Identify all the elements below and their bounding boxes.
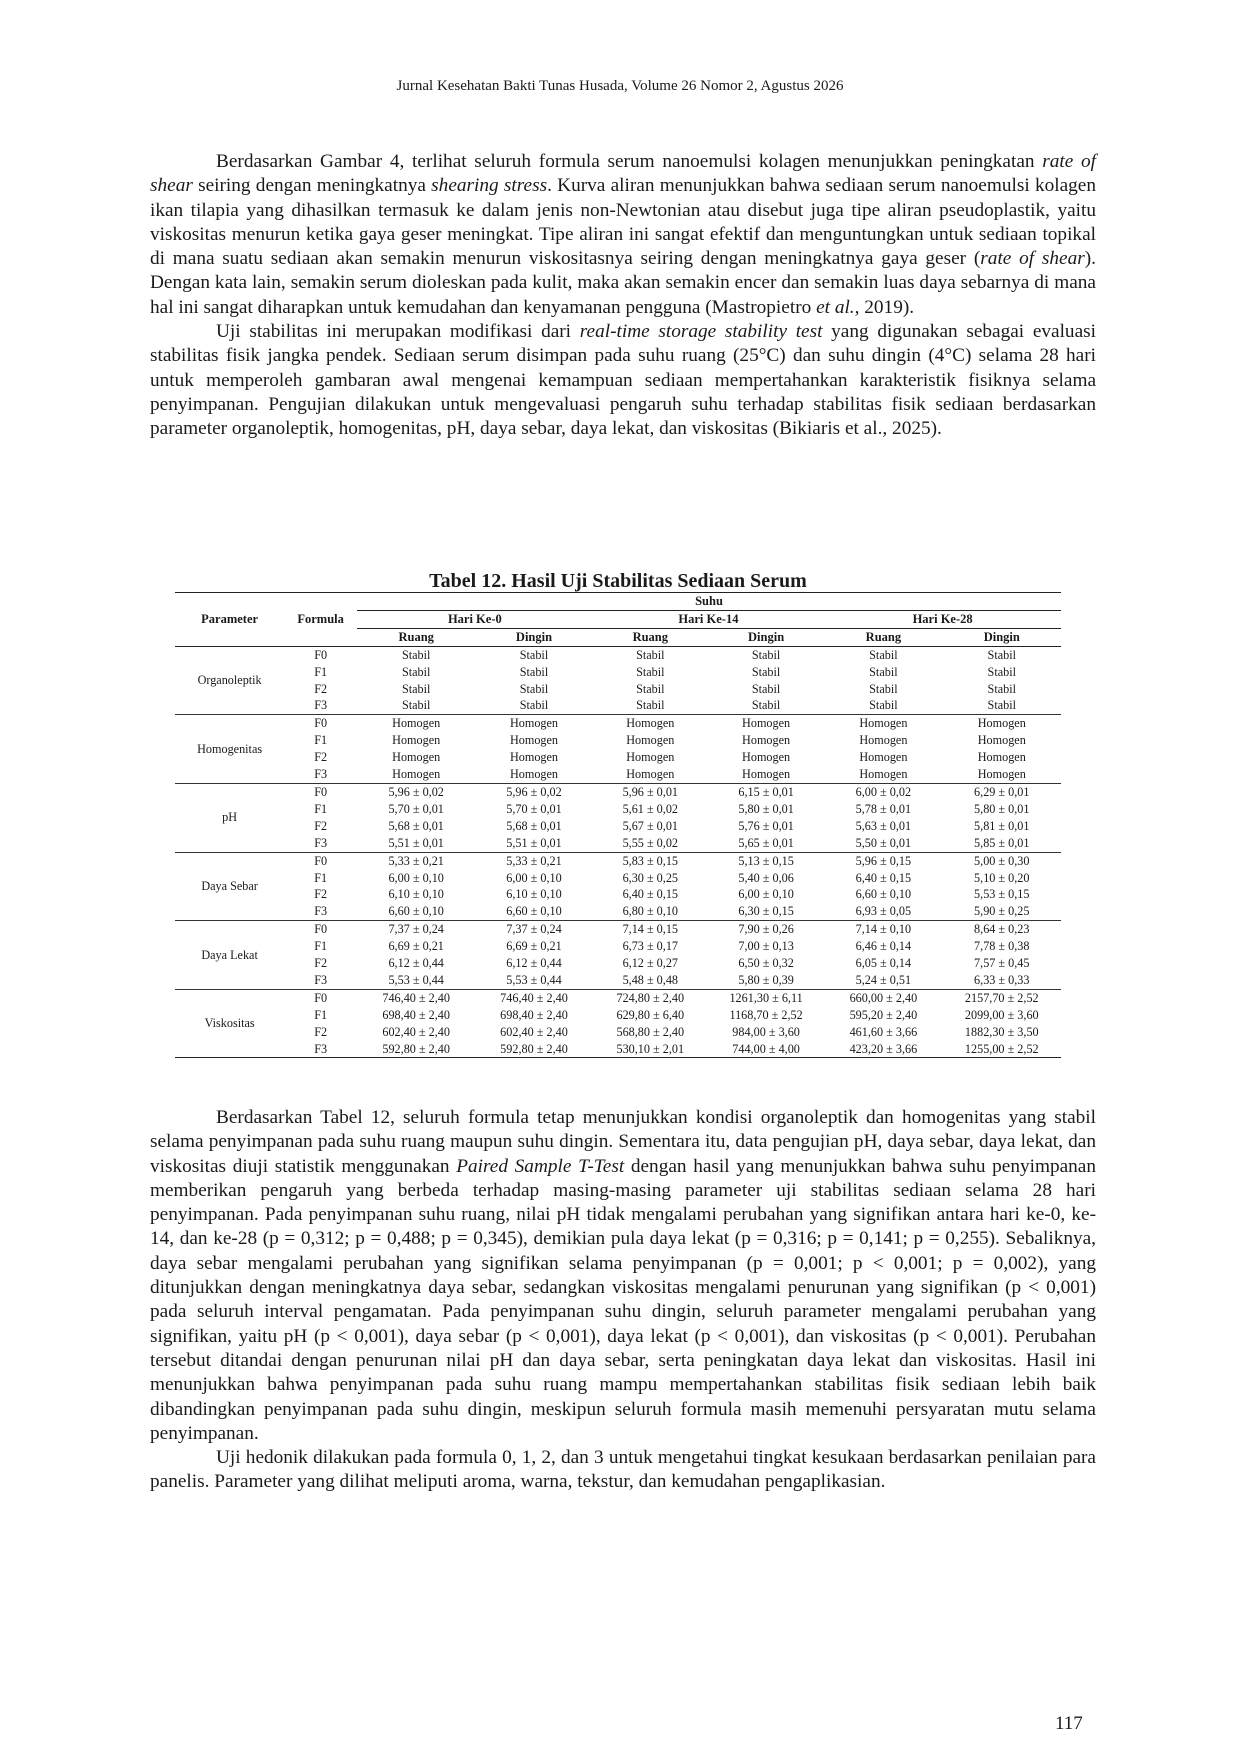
table-row <box>175 886 1061 903</box>
value-cell: Homogen <box>509 750 559 765</box>
value-cell: Homogen <box>824 766 942 783</box>
value-cell: 568,80 ± 2,40 <box>616 1024 685 1039</box>
value-cell: 6,30 ± 0,15 <box>708 903 824 920</box>
parameter-label: pH <box>175 783 284 852</box>
value-cell: Stabil <box>475 697 592 714</box>
formula-cell: F2 <box>314 818 328 833</box>
formula-cell: F3 <box>284 697 357 714</box>
value-cell: 7,14 ± 0,15 <box>622 922 679 937</box>
value-cell: 698,40 ± 2,40 <box>382 1007 450 1022</box>
value-cell: Stabil <box>869 647 898 662</box>
col-day: Hari Ke-0 <box>357 610 593 628</box>
table-row <box>175 1007 1061 1024</box>
table-row <box>175 749 1061 766</box>
value-cell: 5,53 ± 0,44 <box>475 972 592 989</box>
stability-table-block <box>175 569 1061 1058</box>
value-cell: 6,30 ± 0,25 <box>622 870 679 885</box>
value-cell: 6,46 ± 0,14 <box>855 939 912 954</box>
value-cell: Stabil <box>943 697 1061 714</box>
table-row <box>175 681 1061 698</box>
value-cell: Homogen <box>708 766 824 783</box>
value-cell: 8,64 ± 0,23 <box>974 922 1030 937</box>
value-cell: 5,80 ± 0,39 <box>708 972 824 989</box>
value-cell: Stabil <box>636 681 665 696</box>
value-cell: 6,73 ± 0,17 <box>622 939 679 954</box>
value-cell: Stabil <box>751 647 781 662</box>
value-cell: 5,67 ± 0,01 <box>622 818 679 833</box>
value-cell: 6,10 ± 0,10 <box>388 887 444 902</box>
value-cell: 5,70 ± 0,01 <box>388 801 444 816</box>
value-cell: Stabil <box>751 664 781 679</box>
table-row <box>175 852 1061 869</box>
value-cell: 5,53 ± 0,15 <box>974 887 1030 902</box>
value-cell: Homogen <box>475 766 592 783</box>
value-cell: Homogen <box>859 733 908 748</box>
value-cell: 6,50 ± 0,32 <box>738 956 794 971</box>
formula-cell: F2 <box>314 1024 328 1039</box>
value-cell: 7,00 ± 0,13 <box>738 939 794 954</box>
value-cell: Homogen <box>742 733 791 748</box>
value-cell: Homogen <box>859 716 908 731</box>
value-cell: 5,90 ± 0,25 <box>943 903 1061 920</box>
table-body <box>175 646 1061 1058</box>
value-cell: Stabil <box>401 681 431 696</box>
value-cell: 5,68 ± 0,01 <box>506 818 562 833</box>
table-row <box>175 903 1061 920</box>
value-cell: Stabil <box>401 664 431 679</box>
value-cell: 6,00 ± 0,02 <box>855 784 912 799</box>
value-cell: 5,83 ± 0,15 <box>622 853 679 868</box>
value-cell: 5,96 ± 0,02 <box>506 784 562 799</box>
table-row <box>175 664 1061 681</box>
table-row <box>175 989 1061 1006</box>
table-row <box>175 972 1061 989</box>
value-cell: 1168,70 ± 2,52 <box>729 1007 803 1022</box>
value-cell: 6,10 ± 0,10 <box>506 887 562 902</box>
value-cell: 5,61 ± 0,02 <box>622 801 679 816</box>
value-cell: 629,80 ± 6,40 <box>616 1007 685 1022</box>
value-cell: 5,24 ± 0,51 <box>824 972 942 989</box>
col-condition: Dingin <box>943 628 1061 646</box>
formula-cell: F3 <box>284 1041 357 1058</box>
value-cell: 7,90 ± 0,26 <box>738 922 794 937</box>
formula-cell: F0 <box>314 922 328 937</box>
value-cell: 698,40 ± 2,40 <box>500 1007 568 1022</box>
value-cell: 6,40 ± 0,15 <box>855 870 912 885</box>
value-cell: 6,60 ± 0,10 <box>357 903 475 920</box>
value-cell: Stabil <box>636 647 665 662</box>
value-cell: 461,60 ± 3,66 <box>849 1024 918 1039</box>
value-cell: 5,96 ± 0,02 <box>388 784 444 799</box>
value-cell: 5,76 ± 0,01 <box>738 818 794 833</box>
value-cell: 660,00 ± 2,40 <box>849 990 918 1005</box>
value-cell: Homogen <box>392 716 441 731</box>
value-cell: Stabil <box>357 697 475 714</box>
value-cell: 423,20 ± 3,66 <box>824 1041 942 1058</box>
value-cell: 592,80 ± 2,40 <box>475 1041 592 1058</box>
value-cell: 5,81 ± 0,01 <box>974 818 1030 833</box>
col-condition: Ruang <box>593 628 708 646</box>
table-title: Tabel 12. Hasil Uji Stabilitas Sediaan Serum <box>429 570 807 592</box>
value-cell: 724,80 ± 2,40 <box>616 990 685 1005</box>
table-row <box>175 732 1061 749</box>
paragraph: Uji hedonik dilakukan pada formula 0, 1, 2, dan 3 untuk mengetahui tingkat kesukaan berdasarkan penilaian para panelis. Parameter yang dilihat meliputi aroma, warna, tekstur, dan kemudahan pengaplikasian. <box>150 1447 1096 1493</box>
value-cell: 1882,30 ± 3,50 <box>964 1024 1039 1039</box>
value-cell: Stabil <box>519 681 549 696</box>
value-cell: 5,51 ± 0,01 <box>357 835 475 852</box>
value-cell: 746,40 ± 2,40 <box>382 990 450 1005</box>
value-cell: 1255,00 ± 2,52 <box>943 1041 1061 1058</box>
table-row <box>175 835 1061 852</box>
parameter-label: Homogenitas <box>175 715 284 784</box>
value-cell: 6,60 ± 0,10 <box>855 887 912 902</box>
value-cell: 7,14 ± 0,10 <box>855 922 912 937</box>
parameter-label: Organoleptik <box>175 646 284 715</box>
col-condition: Ruang <box>357 628 475 646</box>
formula-cell: F0 <box>314 990 328 1005</box>
col-suhu: Suhu <box>357 593 1061 611</box>
formula-cell: F3 <box>284 835 357 852</box>
value-cell: 6,12 ± 0,44 <box>388 956 444 971</box>
value-cell: Stabil <box>987 664 1016 679</box>
value-cell: Homogen <box>943 766 1061 783</box>
value-cell: 984,00 ± 3,60 <box>732 1024 800 1039</box>
discussion-paragraphs <box>150 1106 1096 1495</box>
value-cell: 5,10 ± 0,20 <box>974 870 1030 885</box>
value-cell: 5,51 ± 0,01 <box>475 835 592 852</box>
value-cell: 2157,70 ± 2,52 <box>964 990 1039 1005</box>
value-cell: Stabil <box>751 681 781 696</box>
value-cell: 5,85 ± 0,01 <box>943 835 1061 852</box>
value-cell: 5,68 ± 0,01 <box>388 818 444 833</box>
value-cell: 6,00 ± 0,10 <box>506 870 562 885</box>
value-cell: Stabil <box>824 697 942 714</box>
parameter-label: Daya Lekat <box>175 921 284 990</box>
value-cell: Stabil <box>987 647 1016 662</box>
value-cell: 5,78 ± 0,01 <box>855 801 912 816</box>
value-cell: 7,37 ± 0,24 <box>388 922 444 937</box>
formula-cell: F1 <box>314 870 328 885</box>
value-cell: 6,00 ± 0,10 <box>388 870 444 885</box>
value-cell: Homogen <box>509 733 559 748</box>
col-condition: Dingin <box>475 628 592 646</box>
value-cell: Stabil <box>519 664 549 679</box>
value-cell: 5,63 ± 0,01 <box>855 818 912 833</box>
value-cell: 5,48 ± 0,48 <box>593 972 708 989</box>
intro-paragraphs <box>150 150 1096 442</box>
table-row <box>175 955 1061 972</box>
value-cell: 6,69 ± 0,21 <box>506 939 562 954</box>
formula-cell: F1 <box>314 1007 328 1022</box>
table-row <box>175 783 1061 800</box>
parameter-label: Viskositas <box>175 989 284 1058</box>
value-cell: 5,80 ± 0,01 <box>974 801 1030 816</box>
value-cell: Homogen <box>626 750 675 765</box>
value-cell: 602,40 ± 2,40 <box>500 1024 568 1039</box>
formula-cell: F2 <box>314 681 328 696</box>
value-cell: Homogen <box>626 716 675 731</box>
formula-cell: F1 <box>314 939 328 954</box>
value-cell: Stabil <box>401 647 431 662</box>
value-cell: 6,69 ± 0,21 <box>388 939 444 954</box>
value-cell: Stabil <box>636 664 665 679</box>
value-cell: Homogen <box>357 766 475 783</box>
value-cell: Homogen <box>859 750 908 765</box>
value-cell: 5,96 ± 0,01 <box>622 784 679 799</box>
table-row <box>175 921 1061 938</box>
value-cell: Homogen <box>742 750 791 765</box>
formula-cell: F1 <box>314 801 328 816</box>
value-cell: 6,12 ± 0,44 <box>506 956 562 971</box>
value-cell: 746,40 ± 2,40 <box>500 990 568 1005</box>
value-cell: 5,40 ± 0,06 <box>738 870 794 885</box>
value-cell: Homogen <box>392 733 441 748</box>
paragraph: Uji stabilitas ini merupakan modifikasi dari real-time storage stability test yang digunakan sebagai evaluasi stabilitas fisik jangka pendek. Sediaan serum disimpan pada suhu ruang (25°C) dan suhu dingin (4°C) selama 28 hari untuk memperoleh gambaran awal mengenai kemampuan sediaan mempertahankan karakteristik fisiknya selama penyimpanan. Pengujian dilakukan untuk mengevaluasi pengaruh suhu terhadap stabilitas fisik sediaan berdasarkan parameter organoleptik, homogenitas, pH, daya sebar, daya lekat, dan viskositas (Bikiaris et al., 2025). <box>150 321 1096 440</box>
col-condition: Dingin <box>708 628 824 646</box>
value-cell: Stabil <box>593 697 708 714</box>
value-cell: Homogen <box>977 750 1026 765</box>
value-cell: 6,93 ± 0,05 <box>824 903 942 920</box>
value-cell: 6,60 ± 0,10 <box>475 903 592 920</box>
value-cell: 5,65 ± 0,01 <box>708 835 824 852</box>
paragraph: Berdasarkan Tabel 12, seluruh formula tetap menunjukkan kondisi organoleptik dan homogenitas yang stabil selama penyimpanan pada suhu ruang maupun suhu dingin. Sementara itu, data pengujian pH, daya sebar, daya lekat, dan viskositas diuji statistik menggunakan Paired Sample T-Test dengan hasil yang menunjukkan bahwa suhu penyimpanan memberikan pengaruh yang berbeda terhadap masing-masing parameter uji stabilitas sediaan selama 28 hari penyimpanan. Pada penyimpanan suhu ruang, nilai pH tidak mengalami perubahan yang signifikan antara hari ke-0, ke-14, dan ke-28 (p = 0,312; p = 0,488; p = 0,345), demikian pula daya lekat (p = 0,316; p = 0,141; p = 0,255). Sebaliknya, daya sebar mengalami perubahan yang signifikan selama penyimpanan (p = 0,001; p < 0,001; p = 0,002), yang ditunjukkan dengan meningkatnya daya sebar, sedangkan viskositas mengalami penurunan yang signifikan (p < 0,001) pada seluruh interval pengamatan. Pada penyimpanan suhu dingin, seluruh parameter mengalami perubahan yang signifikan, yaitu pH (p < 0,001), daya sebar (p < 0,001), daya lekat (p < 0,001), dan viskositas (p < 0,001). Perubahan tersebut ditandai dengan penurunan nilai pH dan daya sebar, serta peningkatan daya lekat dan viskositas. Hasil ini menunjukkan bahwa penyimpanan pada suhu ruang mampu mempertahankan stabilitas fisik sediaan lebih baik dibandingkan penyimpanan pada suhu dingin, meskipun seluruh formula masih memenuhi persyaratan mutu selama penyimpanan. <box>150 1107 1097 1444</box>
value-cell: 6,00 ± 0,10 <box>738 887 794 902</box>
table-row <box>175 1041 1061 1058</box>
formula-cell: F0 <box>314 716 328 731</box>
value-cell: Stabil <box>869 681 898 696</box>
table-row <box>175 938 1061 955</box>
value-cell: 602,40 ± 2,40 <box>382 1024 450 1039</box>
value-cell: 5,53 ± 0,44 <box>357 972 475 989</box>
formula-cell: F3 <box>284 972 357 989</box>
value-cell: 6,05 ± 0,14 <box>855 956 912 971</box>
value-cell: 5,13 ± 0,15 <box>738 853 794 868</box>
formula-cell: F0 <box>314 647 328 662</box>
table-row <box>175 870 1061 887</box>
value-cell: 5,50 ± 0,01 <box>824 835 942 852</box>
col-condition: Ruang <box>824 628 942 646</box>
value-cell: 530,10 ± 2,01 <box>593 1041 708 1058</box>
table-row <box>175 715 1061 732</box>
value-cell: 6,29 ± 0,01 <box>974 784 1030 799</box>
value-cell: Stabil <box>987 681 1016 696</box>
value-cell: 5,33 ± 0,21 <box>388 853 444 868</box>
value-cell: 2099,00 ± 3,60 <box>964 1007 1039 1022</box>
col-formula: Formula <box>284 593 357 647</box>
value-cell: Homogen <box>392 750 441 765</box>
stability-table <box>175 592 1061 1058</box>
table-row <box>175 801 1061 818</box>
value-cell: Homogen <box>977 733 1026 748</box>
value-cell: 5,96 ± 0,15 <box>855 853 912 868</box>
table-row <box>175 818 1061 835</box>
value-cell: 6,80 ± 0,10 <box>593 903 708 920</box>
formula-cell: F2 <box>314 887 328 902</box>
journal-header: Jurnal Kesehatan Bakti Tunas Husada, Volume 26 Nomor 2, Agustus 2026 <box>396 78 844 94</box>
value-cell: 1261,30 ± 6,11 <box>729 990 803 1005</box>
value-cell: 5,00 ± 0,30 <box>974 853 1030 868</box>
formula-cell: F1 <box>314 664 328 679</box>
value-cell: Stabil <box>869 664 898 679</box>
formula-cell: F0 <box>314 853 328 868</box>
value-cell: 5,33 ± 0,21 <box>506 853 562 868</box>
formula-cell: F2 <box>314 750 328 765</box>
value-cell: 592,80 ± 2,40 <box>357 1041 475 1058</box>
value-cell: Homogen <box>977 716 1026 731</box>
value-cell: Homogen <box>626 733 675 748</box>
value-cell: Homogen <box>593 766 708 783</box>
formula-cell: F3 <box>284 903 357 920</box>
col-day: Hari Ke-28 <box>824 610 1061 628</box>
value-cell: 5,70 ± 0,01 <box>506 801 562 816</box>
value-cell: Homogen <box>509 716 559 731</box>
value-cell: 5,55 ± 0,02 <box>593 835 708 852</box>
value-cell: Stabil <box>708 697 824 714</box>
formula-cell: F2 <box>314 956 328 971</box>
paragraph: Berdasarkan Gambar 4, terlihat seluruh formula serum nanoemulsi kolagen menunjukkan peningkatan rate of shear seiring dengan meningkatnya shearing stress. Kurva aliran menunjukkan bahwa sediaan serum nanoemulsi kolagen ikan tilapia yang dihasilkan termasuk ke dalam jenis non-Newtonian atau disebut juga tipe aliran pseudoplastik, yaitu viskositas menurun ketika gaya geser meningkat. Tipe aliran ini sangat efektif dan menguntungkan untuk sediaan topikal di mana suatu sediaan akan semakin menurun viskositasnya seiring dengan meningkatnya gaya geser (rate of shear). Dengan kata lain, semakin serum dioleskan pada kulit, maka akan semakin encer dan semakin luas daya sebarnya di mana hal ini sangat diharapkan untuk kemudahan dan kenyamanan pengguna (Mastropietro et al., 2019). <box>150 151 1096 318</box>
parameter-label: Daya Sebar <box>175 852 284 921</box>
value-cell: 6,15 ± 0,01 <box>738 784 794 799</box>
value-cell: Homogen <box>742 716 791 731</box>
table-row <box>175 1024 1061 1041</box>
table-row <box>175 646 1061 663</box>
table-row <box>175 697 1061 714</box>
table-row <box>175 766 1061 783</box>
col-day: Hari Ke-14 <box>593 610 825 628</box>
value-cell: 7,37 ± 0,24 <box>506 922 562 937</box>
value-cell: 6,12 ± 0,27 <box>622 956 679 971</box>
formula-cell: F1 <box>314 733 328 748</box>
formula-cell: F0 <box>314 784 328 799</box>
value-cell: Stabil <box>519 647 549 662</box>
page-number: 117 <box>1055 1713 1083 1734</box>
value-cell: 5,80 ± 0,01 <box>738 801 794 816</box>
value-cell: 595,20 ± 2,40 <box>849 1007 918 1022</box>
value-cell: 7,57 ± 0,45 <box>974 956 1030 971</box>
value-cell: 7,78 ± 0,38 <box>974 939 1030 954</box>
value-cell: 6,40 ± 0,15 <box>622 887 679 902</box>
value-cell: 6,33 ± 0,33 <box>943 972 1061 989</box>
col-parameter: Parameter <box>175 593 284 647</box>
value-cell: 744,00 ± 4,00 <box>708 1041 824 1058</box>
formula-cell: F3 <box>284 766 357 783</box>
